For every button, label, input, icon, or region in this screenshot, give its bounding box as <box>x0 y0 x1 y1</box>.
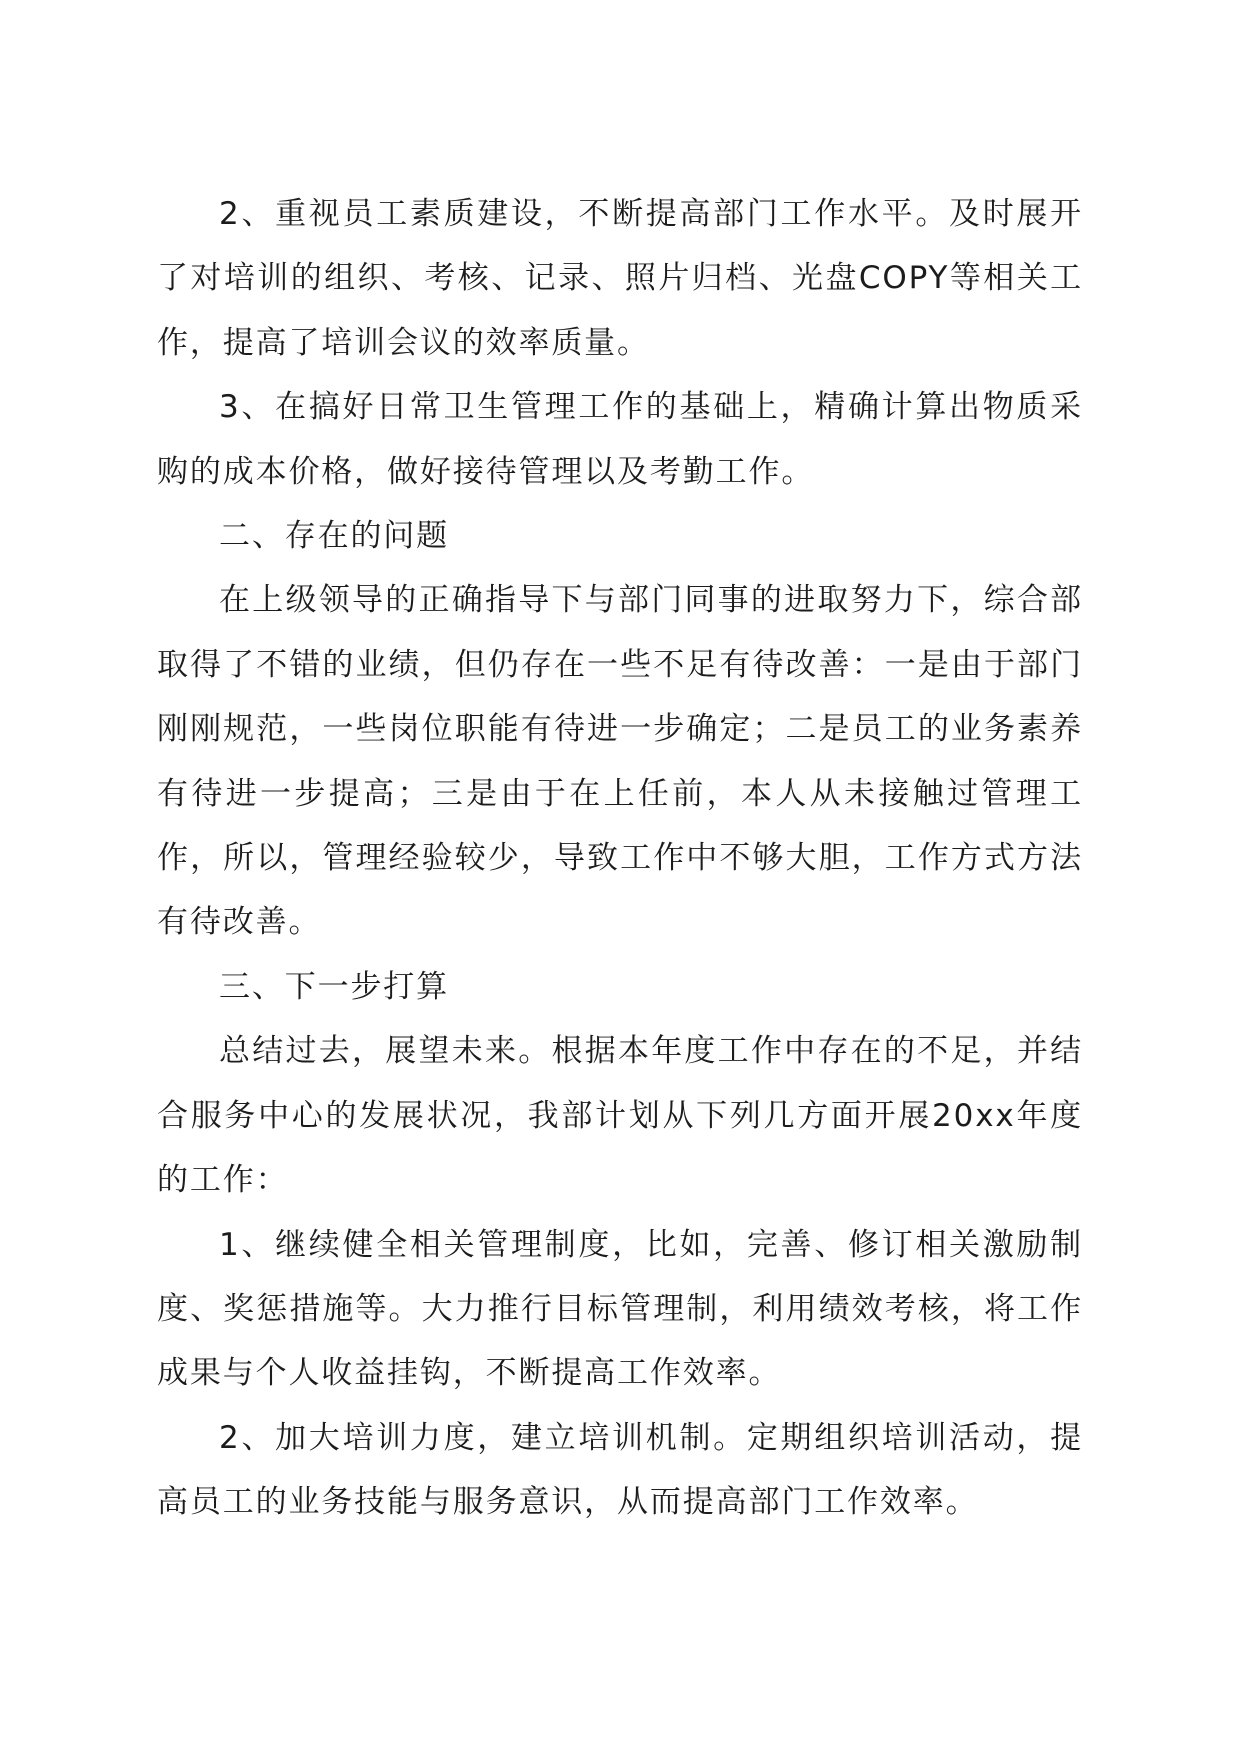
paragraph-problems: 在上级领导的正确指导下与部门同事的进取努力下，综合部取得了不错的业绩，但仍存在一些不足有待改善：一是由于部门刚刚规范，一些岗位职能有待进一步确定；二是员工的业务素养有待进一步提高；三是由于在上任前，本人从未接触过管理工作，所以，管理经验较少，导致工作中不够大胆，工作方式方法有待改善。 <box>157 582 1083 941</box>
paragraph-plan-item-2: 2、加大培训力度，建立培训机制。定期组织培训活动，提高员工的业务技能与服务意识，从而提高部门工作效率。 <box>157 1419 1083 1521</box>
section-heading-next-steps: 三、下一步打算 <box>219 968 450 1005</box>
section-heading-problems: 二、存在的问题 <box>219 518 450 555</box>
paragraph-hygiene-management: 3、在搞好日常卫生管理工作的基础上，精确计算出物质采购的成本价格，做好接待管理以及考勤工作。 <box>157 389 1083 490</box>
paragraph-training-work: 2、重视员工素质建设，不断提高部门工作水平。及时展开了对培训的组织、考核、记录、照片归档、光盘COPY等相关工作，提高了培训会议的效率质量。 <box>157 196 1083 361</box>
document-body <box>157 182 1083 1535</box>
paragraph-plan-item-1: 1、继续健全相关管理制度，比如，完善、修订相关激励制度、奖惩措施等。大力推行目标管理制，利用绩效考核，将工作成果与个人收益挂钩，不断提高工作效率。 <box>157 1226 1083 1392</box>
paragraph-summary: 总结过去，展望未来。根据本年度工作中存在的不足，并结合服务中心的发展状况，我部计划从下列几方面开展20xx年度的工作： <box>157 1033 1083 1199</box>
